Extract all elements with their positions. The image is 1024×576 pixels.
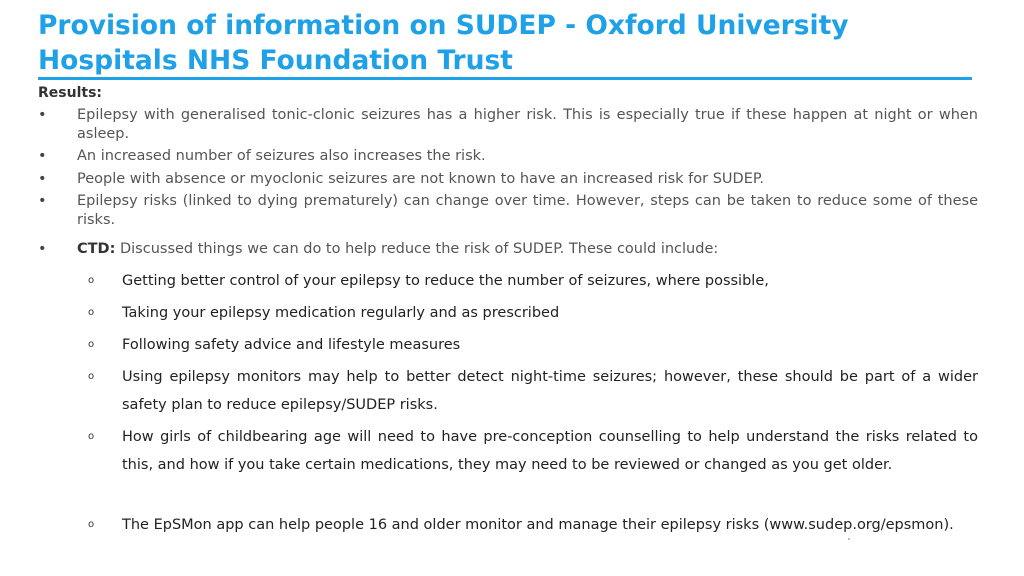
sub-bullet-text: Following safety advice and lifestyle measures [122,337,461,353]
ctd-text [77,240,978,259]
results-bullet-text: Epilepsy with generalised tonic-clonic seizures has a higher risk. This is especially true if these happen at night or when asleep. [77,107,978,142]
sub-bullet [88,363,978,419]
bullet-marker: • [38,148,47,164]
sub-bullet [88,423,978,479]
results-bullet [38,192,978,230]
sub-bullet-marker: o [88,339,95,350]
results-bullet-text: Epilepsy risks (linked to dying prematurely) can change over time. However, steps can be taken to reduce some of these risks. [77,193,978,228]
sub-bullet [88,511,978,539]
sub-bullet-marker: o [88,371,95,382]
sub-bullet [88,299,978,327]
bullet-marker: • [38,107,47,123]
sub-bullet-text: How girls of childbearing age will need to have pre-conception counselling to help understand the risks related to this, and how if you take certain medications, they may need to be reviewed or changed as you get older. [122,429,978,473]
ctd-lead: CTD: [77,241,116,257]
sub-bullet-marker: o [88,431,95,442]
sub-bullet [88,331,978,359]
results-bullet [38,106,978,144]
results-bullet-text: An increased number of seizures also increases the risk. [77,148,486,164]
sub-bullet-marker: o [88,275,95,286]
results-bullet [38,170,978,189]
sub-bullet-marker: o [88,519,95,530]
ctd-body: Discussed things we can do to help reduce the risk of SUDEP. These could include: [119,241,719,257]
sub-bullet-text: The EpSMon app can help people 16 and older monitor and manage their epilepsy risks (www.sudep.org/epsmon). [122,517,954,533]
sub-bullet-text: Taking your epilepsy medication regularly and as prescribed [122,305,560,321]
ctd-bullet [38,240,978,259]
sub-bullet [88,267,978,295]
bullet-marker: • [38,241,47,257]
title-underline [38,77,972,80]
decorative-dot [848,538,850,540]
bullet-marker: • [38,193,47,209]
sub-bullet-text: Using epilepsy monitors may help to better detect night-time seizures; however, these should be part of a wider safety plan to reduce epilepsy/SUDEP risks. [122,369,978,413]
results-bullet [38,147,978,166]
results-heading: Results: [38,85,102,101]
bullet-marker: • [38,171,47,187]
slide-title: Provision of information on SUDEP - Oxford University Hospitals NHS Foundation Trust [38,10,849,76]
sub-bullet-marker: o [88,307,95,318]
sub-bullet-text: Getting better control of your epilepsy to reduce the number of seizures, where possible, [122,273,769,289]
results-bullet-text: People with absence or myoclonic seizures are not known to have an increased risk for SUDEP. [77,171,764,187]
